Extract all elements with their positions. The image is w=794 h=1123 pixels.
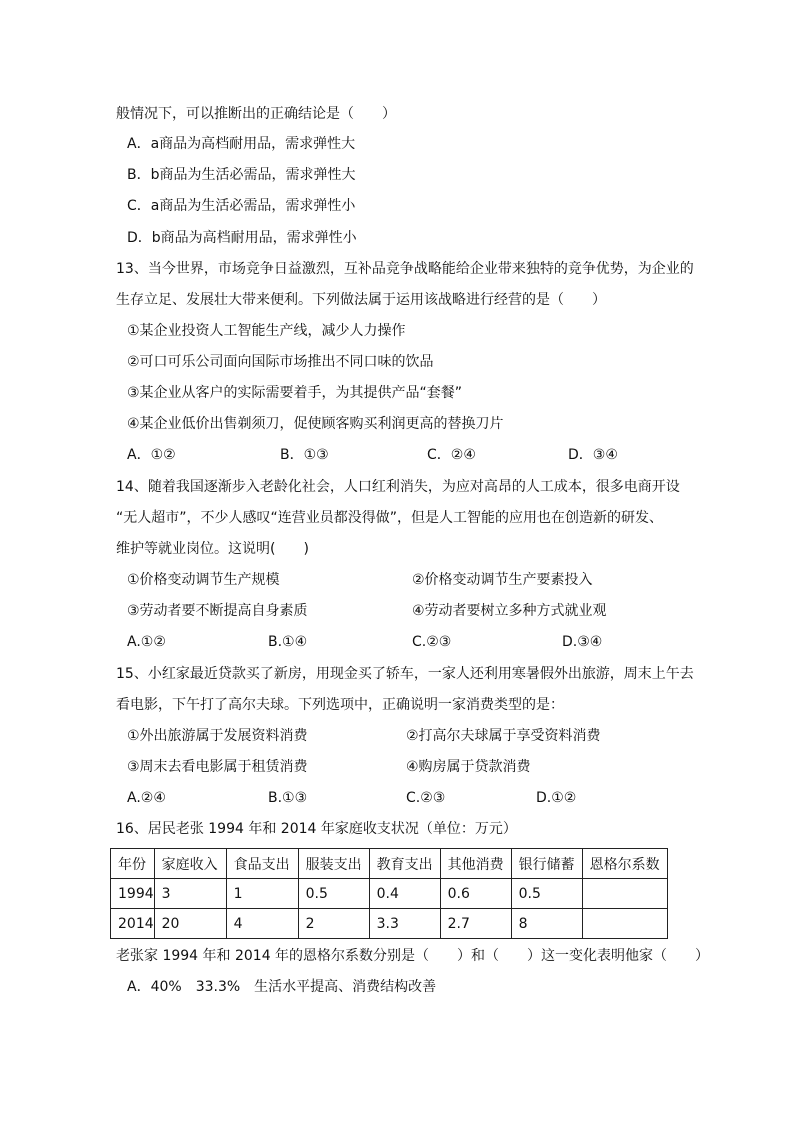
table-cell: 8 (511, 909, 582, 939)
q14-choice-c: C.②③ (412, 634, 452, 650)
q15-choice-c: C.②③ (406, 790, 446, 806)
q15-stem-line2: 看电影，下午打了高尔夫球。下列选项中，正确说明一家消费类型的是： (116, 697, 564, 713)
q16-stem: 16、居民老张 1994 年和 2014 年家庭收支状况（单位：万元） (116, 821, 517, 837)
q14-item-4: ④劳动者要树立多种方式就业观 (412, 603, 607, 619)
q14-choice-d: D.③④ (562, 634, 603, 650)
q16-option-a: A．40% 33.3% 生活水平提高、消费结构改善 (127, 979, 437, 995)
q13-item-2: ②可口可乐公司面向国际市场推出不同口味的饮品 (127, 354, 434, 370)
table-cell: 1 (226, 879, 298, 909)
q14-item-1: ①价格变动调节生产规模 (127, 572, 280, 588)
q13-item-3: ③某企业从客户的实际需要着手，为其提供产品“套餐” (127, 385, 463, 401)
header-cell: 服装支出 (298, 849, 369, 879)
table-cell (582, 909, 667, 939)
q13-choice-a: A．①② (127, 447, 176, 463)
q14-choice-b: B.①④ (268, 634, 308, 650)
table-cell: 0.6 (440, 879, 511, 909)
q12-option-a: A．a商品为高档耐用品，需求弹性大 (127, 136, 356, 152)
q13-stem-line1: 13、当今世界，市场竞争日益激烈，互补品竞争战略能给企业带来独特的竞争优势，为企业的 (116, 261, 694, 277)
q13-item-4: ④某企业低价出售剃须刀，促使顾客购买利润更高的替换刀片 (127, 416, 504, 432)
table-cell: 20 (154, 909, 226, 939)
q15-item-2: ②打高尔夫球属于享受资料消费 (406, 728, 601, 744)
table-header-row (111, 849, 668, 879)
q15-item-1: ①外出旅游属于发展资料消费 (127, 728, 308, 744)
q15-choice-a: A.②④ (127, 790, 166, 806)
q12-stem-tail: 般情况下，可以推断出的正确结论是（ ） (116, 106, 396, 122)
q12-option-d: D．b商品为高档耐用品，需求弹性小 (127, 230, 357, 246)
q14-stem-line3: 维护等就业岗位。这说明( ) (116, 541, 309, 557)
header-cell: 食品支出 (226, 849, 298, 879)
table-cell: 0.4 (369, 879, 440, 909)
q14-stem-line2: “无人超市”，不少人感叹“连营业员都没得做”，但是人工智能的应用也在创造新的研发、 (116, 510, 664, 526)
table-cell: 4 (226, 909, 298, 939)
table-row (111, 909, 668, 939)
q15-stem-line1: 15、小红家最近贷款买了新房，用现金买了轿车，一家人还利用寒暑假外出旅游，周末上午去 (116, 666, 694, 682)
q16-question: 老张家 1994 年和 2014 年的恩格尔系数分别是（ ）和（ ）这一变化表明他家（ ） (116, 948, 710, 964)
table-cell: 3 (154, 879, 226, 909)
table-cell: 0.5 (511, 879, 582, 909)
q15-item-4: ④购房属于贷款消费 (406, 759, 531, 775)
table-cell: 3.3 (369, 909, 440, 939)
header-cell: 其他消费 (440, 849, 511, 879)
table-cell: 2.7 (440, 909, 511, 939)
table-cell: 2014 (111, 909, 155, 939)
q14-item-2: ②价格变动调节生产要素投入 (412, 572, 593, 588)
q13-stem-line2: 生存立足、发展壮大带来便利。下列做法属于运用该战略进行经营的是（ ） (116, 292, 606, 308)
header-cell: 银行储蓄 (511, 849, 582, 879)
table-cell: 2 (298, 909, 369, 939)
q12-option-c: C．a商品为生活必需品，需求弹性小 (127, 198, 356, 214)
q12-option-b: B．b商品为生活必需品，需求弹性大 (127, 167, 356, 183)
header-cell: 年份 (111, 849, 155, 879)
q15-choice-d: D.①② (536, 790, 577, 806)
table-cell: 0.5 (298, 879, 369, 909)
q15-item-3: ③周末去看电影属于租赁消费 (127, 759, 308, 775)
q13-item-1: ①某企业投资人工智能生产线，减少人力操作 (127, 323, 406, 339)
header-cell: 家庭收入 (154, 849, 226, 879)
q13-choice-d: D．③④ (568, 447, 618, 463)
q13-choice-c: C．②④ (427, 447, 476, 463)
q14-stem-line1: 14、随着我国逐渐步入老龄化社会，人口红利消失，为应对高昂的人工成本，很多电商开设 (116, 479, 680, 495)
q13-choice-b: B．①③ (280, 447, 329, 463)
q14-choice-a: A.①② (127, 634, 166, 650)
header-cell: 恩格尔系数 (582, 849, 667, 879)
household-budget-table (110, 848, 668, 939)
table-row (111, 879, 668, 909)
q15-choice-b: B.①③ (268, 790, 308, 806)
q14-item-3: ③劳动者要不断提高自身素质 (127, 603, 308, 619)
table-cell: 1994 (111, 879, 155, 909)
table-cell (582, 879, 667, 909)
header-cell: 教育支出 (369, 849, 440, 879)
